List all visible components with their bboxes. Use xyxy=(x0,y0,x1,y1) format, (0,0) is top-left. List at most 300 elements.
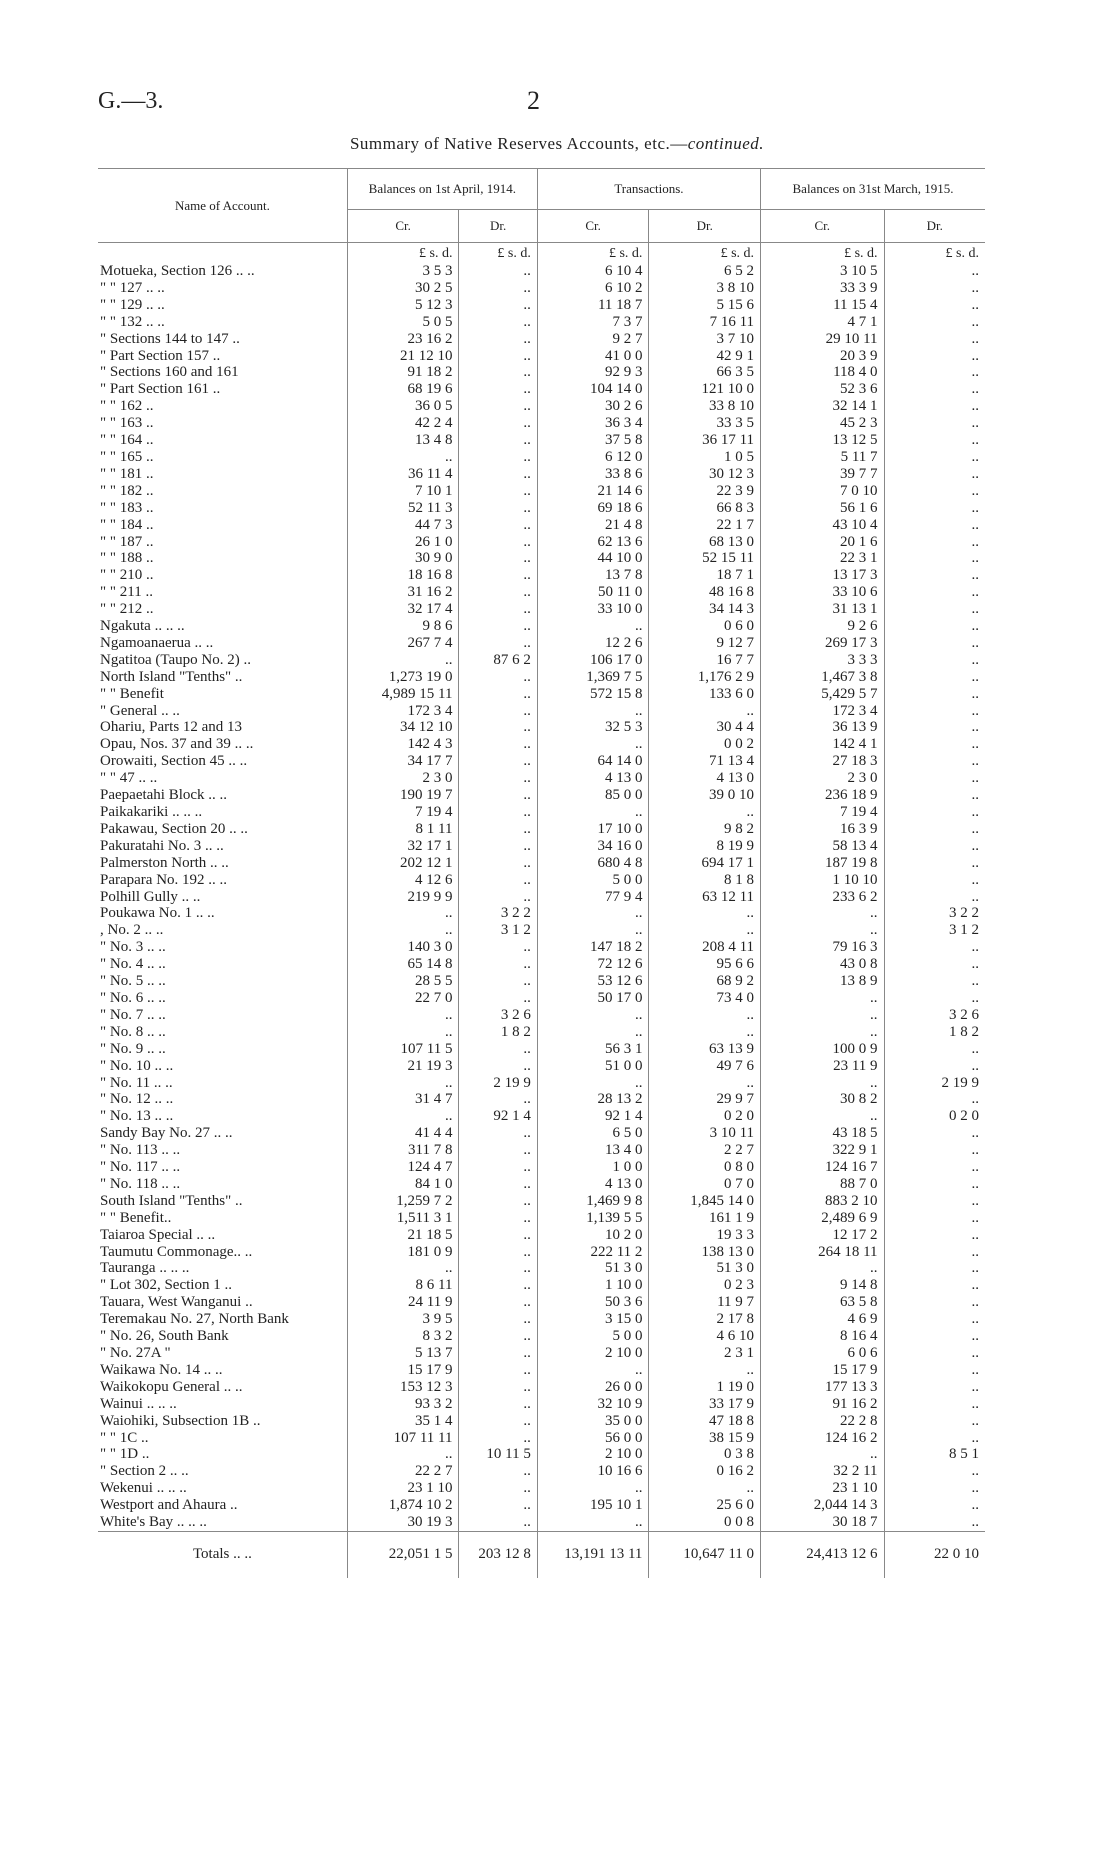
table-row xyxy=(98,1294,985,1311)
cr-balance-1914: 219 9 9 xyxy=(347,889,459,906)
dr-balance-1914: .. xyxy=(459,1379,537,1396)
dr-balance-1914: .. xyxy=(459,364,537,381)
cr-transactions: 32 5 3 xyxy=(537,719,649,736)
cr-balance-1915: 2,044 14 3 xyxy=(761,1497,884,1514)
cr-balance-1914: .. xyxy=(347,449,459,466)
dr-balance-1914: .. xyxy=(459,787,537,804)
dr-balance-1914: .. xyxy=(459,432,537,449)
table-row xyxy=(98,1311,985,1328)
dr-transactions: 0 0 8 xyxy=(649,1514,761,1531)
cr-balance-1915: 91 16 2 xyxy=(761,1396,884,1413)
table-row xyxy=(98,1514,985,1531)
cr-balance-1914: 9 8 6 xyxy=(347,618,459,635)
dr-balance-1914: .. xyxy=(459,415,537,432)
cr-transactions: .. xyxy=(537,922,649,939)
table-row xyxy=(98,280,985,297)
table-row xyxy=(98,922,985,939)
dr-balance-1915: .. xyxy=(971,1378,979,1395)
table-row xyxy=(98,517,985,534)
cr-balance-1915: 33 3 9 xyxy=(761,280,884,297)
cr-transactions: .. xyxy=(537,1075,649,1092)
cr-balance-1915: 2 3 0 xyxy=(761,770,884,787)
cr-transactions: 1 0 0 xyxy=(537,1159,649,1176)
total-dr-transactions: 10,647 11 0 xyxy=(649,1531,761,1578)
dr-balance-1914: 92 1 4 xyxy=(459,1108,537,1125)
cr-balance-1914: 35 1 4 xyxy=(347,1413,459,1430)
account-name: " " 212 .. xyxy=(98,601,347,618)
cr-balance-1914: 3 5 3 xyxy=(347,263,459,280)
dr-transactions: 95 6 6 xyxy=(649,956,761,973)
dr-transactions: 36 17 11 xyxy=(649,432,761,449)
dr-balance-1915: .. xyxy=(971,432,979,449)
account-name: Westport and Ahaura .. xyxy=(98,1497,347,1514)
dr-transactions: 63 12 11 xyxy=(649,889,761,906)
cr-balance-1915: 8 16 4 xyxy=(761,1328,884,1345)
dr-balance-1915: .. xyxy=(971,330,979,347)
dr-balance-1915: .. xyxy=(971,1463,979,1480)
dr-balance-1914: .. xyxy=(459,889,537,906)
cr-balance-1915: 29 10 11 xyxy=(761,331,884,348)
table-row xyxy=(98,1227,985,1244)
dr-transactions: 9 8 2 xyxy=(649,821,761,838)
dr-balance-1914: .. xyxy=(459,1260,537,1277)
table-row xyxy=(98,1362,985,1379)
cr-balance-1915: 39 7 7 xyxy=(761,466,884,483)
cr-balance-1914: 44 7 3 xyxy=(347,517,459,534)
dr-balance-1915: .. xyxy=(971,1209,979,1226)
cr-transactions: 13 4 0 xyxy=(537,1142,649,1159)
table-row xyxy=(98,1244,985,1261)
dr-balance-1915: .. xyxy=(971,1159,979,1176)
dr-balance-1914: .. xyxy=(459,719,537,736)
account-name: Wekenui .. .. .. xyxy=(98,1480,347,1497)
account-name: " General .. .. xyxy=(98,703,347,720)
dr-balance-1915: .. xyxy=(971,1361,979,1378)
dr-transactions: 2 2 7 xyxy=(649,1142,761,1159)
cr-transactions: 50 11 0 xyxy=(537,584,649,601)
cr-balance-1914: 1,273 19 0 xyxy=(347,669,459,686)
dr-balance-1915: .. xyxy=(971,837,979,854)
cr-transactions: 53 12 6 xyxy=(537,973,649,990)
dr-balance-1915: .. xyxy=(971,1175,979,1192)
header-balances-1915: Balances on 31st March, 1915. xyxy=(761,169,985,210)
cr-balance-1914: 190 19 7 xyxy=(347,787,459,804)
table-row xyxy=(98,872,985,889)
table-row xyxy=(98,1041,985,1058)
dr-balance-1914: .. xyxy=(459,618,537,635)
cr-transactions: 6 12 0 xyxy=(537,449,649,466)
table-row xyxy=(98,500,985,517)
dr-balance-1914: .. xyxy=(459,381,537,398)
dr-balance-1914: .. xyxy=(459,1091,537,1108)
table-row xyxy=(98,398,985,415)
cr-transactions: 44 10 0 xyxy=(537,550,649,567)
dr-balance-1914: 2 19 9 xyxy=(459,1075,537,1092)
dr-transactions: 33 17 9 xyxy=(649,1396,761,1413)
account-name: South Island "Tenths" .. xyxy=(98,1193,347,1210)
dr-transactions: 0 0 2 xyxy=(649,736,761,753)
dr-balance-1914: .. xyxy=(459,500,537,517)
dr-balance-1914: .. xyxy=(459,348,537,365)
dr-transactions: 0 2 0 xyxy=(649,1108,761,1125)
money-unit: £ s. d. xyxy=(537,243,649,264)
dr-transactions: 19 3 3 xyxy=(649,1227,761,1244)
dr-transactions: 66 3 5 xyxy=(649,364,761,381)
dr-balance-1915: .. xyxy=(971,516,979,533)
dr-transactions: 0 2 3 xyxy=(649,1277,761,1294)
cr-balance-1914: 140 3 0 xyxy=(347,939,459,956)
dr-balance-1915: 3 2 6 xyxy=(949,1006,979,1023)
dr-balance-1914: .. xyxy=(459,1362,537,1379)
cr-balance-1915: .. xyxy=(761,1024,884,1041)
dr-balance-1914: .. xyxy=(459,314,537,331)
cr-transactions: .. xyxy=(537,1007,649,1024)
dr-balance-1914: .. xyxy=(459,449,537,466)
dr-balance-1914: .. xyxy=(459,263,537,280)
dr-transactions: .. xyxy=(649,703,761,720)
dr-balance-1914: .. xyxy=(459,1480,537,1497)
cr-transactions: 56 0 0 xyxy=(537,1430,649,1447)
account-name: " " 183 .. xyxy=(98,500,347,517)
dr-balance-1915: .. xyxy=(971,956,979,973)
cr-balance-1914: 23 1 10 xyxy=(347,1480,459,1497)
cr-transactions: 85 0 0 xyxy=(537,787,649,804)
cr-balance-1915: 22 2 8 xyxy=(761,1413,884,1430)
account-name: " " 182 .. xyxy=(98,483,347,500)
table-row xyxy=(98,348,985,365)
money-unit: £ s. d. xyxy=(649,243,761,264)
cr-balance-1914: 22 7 0 xyxy=(347,990,459,1007)
table-row xyxy=(98,297,985,314)
cr-transactions: .. xyxy=(537,618,649,635)
cr-transactions: 51 3 0 xyxy=(537,1260,649,1277)
account-name: " No. 11 .. .. xyxy=(98,1075,347,1092)
title-continued: continued. xyxy=(687,134,765,153)
cr-transactions: 5 0 0 xyxy=(537,1328,649,1345)
dr-transactions: 1 0 5 xyxy=(649,449,761,466)
account-name: " No. 13 .. .. xyxy=(98,1108,347,1125)
account-name: Taumutu Commonage.. .. xyxy=(98,1244,347,1261)
account-name: Taiaroa Special .. .. xyxy=(98,1227,347,1244)
cr-balance-1915: 5,429 5 7 xyxy=(761,686,884,703)
money-unit: £ s. d. xyxy=(945,246,979,261)
cr-transactions: 4 13 0 xyxy=(537,770,649,787)
account-name: " " Benefit xyxy=(98,686,347,703)
cr-transactions: 104 14 0 xyxy=(537,381,649,398)
table-row xyxy=(98,1480,985,1497)
cr-balance-1914: 30 2 5 xyxy=(347,280,459,297)
cr-balance-1914: 31 4 7 xyxy=(347,1091,459,1108)
dr-balance-1915: .. xyxy=(971,719,979,736)
cr-balance-1914: 8 1 11 xyxy=(347,821,459,838)
table-row xyxy=(98,956,985,973)
cr-balance-1914: 22 2 7 xyxy=(347,1463,459,1480)
dr-balance-1914: .. xyxy=(459,635,537,652)
dr-balance-1915: .. xyxy=(971,1345,979,1361)
account-name: " " 181 .. xyxy=(98,466,347,483)
account-name: " No. 6 .. .. xyxy=(98,990,347,1007)
document-reference: G.—3. xyxy=(98,88,164,114)
total-dr-balance-1915: 22 0 10 xyxy=(884,1531,985,1578)
cr-balance-1915: 32 2 11 xyxy=(761,1463,884,1480)
dr-balance-1915: 1 8 2 xyxy=(949,1023,979,1040)
cr-balance-1915: .. xyxy=(761,1075,884,1092)
dr-transactions: 22 1 7 xyxy=(649,517,761,534)
dr-balance-1914: .. xyxy=(459,1058,537,1075)
account-name: Orowaiti, Section 45 .. .. xyxy=(98,753,347,770)
table-row xyxy=(98,1210,985,1227)
account-name: " Section 2 .. .. xyxy=(98,1463,347,1480)
account-name: " No. 113 .. .. xyxy=(98,1142,347,1159)
dr-balance-1914: .. xyxy=(459,584,537,601)
table-row xyxy=(98,1497,985,1514)
cr-transactions: 12 2 6 xyxy=(537,635,649,652)
account-name: " " 211 .. xyxy=(98,584,347,601)
account-name: " No. 8 .. .. xyxy=(98,1024,347,1041)
cr-balance-1914: 21 18 5 xyxy=(347,1227,459,1244)
table-row xyxy=(98,1260,985,1277)
cr-balance-1914: .. xyxy=(347,1260,459,1277)
cr-transactions: 7 3 7 xyxy=(537,314,649,331)
cr-transactions: 64 14 0 xyxy=(537,753,649,770)
header-account-name: Name of Account. xyxy=(98,169,347,243)
dr-balance-1915: .. xyxy=(971,533,979,550)
cr-balance-1915: 32 14 1 xyxy=(761,398,884,415)
dr-transactions: 22 3 9 xyxy=(649,483,761,500)
dr-transactions: 1,845 14 0 xyxy=(649,1193,761,1210)
cr-transactions: 5 0 0 xyxy=(537,872,649,889)
cr-balance-1915: 63 5 8 xyxy=(761,1294,884,1311)
cr-balance-1915: 269 17 3 xyxy=(761,635,884,652)
cr-transactions: .. xyxy=(537,1480,649,1497)
dr-transactions: 52 15 11 xyxy=(649,550,761,567)
account-name: Opau, Nos. 37 and 39 .. .. xyxy=(98,736,347,753)
cr-transactions: 92 1 4 xyxy=(537,1108,649,1125)
account-name: " " 163 .. xyxy=(98,415,347,432)
cr-transactions: 62 13 6 xyxy=(537,534,649,551)
cr-transactions: 4 13 0 xyxy=(537,1176,649,1193)
cr-balance-1915: 187 19 8 xyxy=(761,855,884,872)
total-dr-balance-1914: 203 12 8 xyxy=(459,1531,537,1578)
dr-balance-1915: .. xyxy=(971,1091,979,1108)
cr-transactions: 30 2 6 xyxy=(537,398,649,415)
dr-balance-1914: .. xyxy=(459,1430,537,1447)
cr-balance-1914: .. xyxy=(347,652,459,669)
account-name: Ngatitoa (Taupo No. 2) .. xyxy=(98,652,347,669)
dr-transactions: .. xyxy=(649,905,761,922)
dr-balance-1915: 2 19 9 xyxy=(941,1074,979,1091)
account-name: Pakuratahi No. 3 .. .. xyxy=(98,838,347,855)
table-row xyxy=(98,1328,985,1345)
cr-transactions: 56 3 1 xyxy=(537,1041,649,1058)
dr-transactions: 51 3 0 xyxy=(649,1260,761,1277)
account-name: " No. 12 .. .. xyxy=(98,1091,347,1108)
account-name: Sandy Bay No. 27 .. .. xyxy=(98,1125,347,1142)
cr-transactions: 2 10 0 xyxy=(537,1345,649,1362)
table-row xyxy=(98,770,985,787)
total-cr-balance-1914: 22,051 1 5 xyxy=(347,1531,459,1578)
cr-balance-1915: 79 16 3 xyxy=(761,939,884,956)
cr-balance-1915: 27 18 3 xyxy=(761,753,884,770)
cr-balance-1915: 23 11 9 xyxy=(761,1058,884,1075)
cr-balance-1914: 91 18 2 xyxy=(347,364,459,381)
dr-transactions: 2 17 8 xyxy=(649,1311,761,1328)
dr-balance-1915: .. xyxy=(971,1497,979,1514)
cr-balance-1915: 172 3 4 xyxy=(761,703,884,720)
dr-balance-1914: .. xyxy=(459,703,537,720)
cr-balance-1915: .. xyxy=(761,1260,884,1277)
table-row xyxy=(98,601,985,618)
account-name: Tauranga .. .. .. xyxy=(98,1260,347,1277)
cr-balance-1914: 30 9 0 xyxy=(347,550,459,567)
table-row xyxy=(98,1159,985,1176)
table-row xyxy=(98,736,985,753)
account-name: Waikokopu General .. .. xyxy=(98,1379,347,1396)
dr-balance-1914: .. xyxy=(459,855,537,872)
cr-balance-1914: 172 3 4 xyxy=(347,703,459,720)
dr-transactions: 3 10 11 xyxy=(649,1125,761,1142)
table-row xyxy=(98,1396,985,1413)
cr-balance-1914: 1,259 7 2 xyxy=(347,1193,459,1210)
table-row xyxy=(98,855,985,872)
accounts-table-body xyxy=(98,243,985,1578)
cr-balance-1915: 13 12 5 xyxy=(761,432,884,449)
cr-balance-1915: 33 10 6 xyxy=(761,584,884,601)
cr-transactions: .. xyxy=(537,1514,649,1531)
account-name: " Part Section 161 .. xyxy=(98,381,347,398)
dr-transactions: 4 6 10 xyxy=(649,1328,761,1345)
dr-balance-1915: .. xyxy=(971,854,979,871)
account-name: Palmerston North .. .. xyxy=(98,855,347,872)
cr-balance-1914: 3 9 5 xyxy=(347,1311,459,1328)
cr-balance-1914: .. xyxy=(347,1024,459,1041)
cr-transactions: 51 0 0 xyxy=(537,1058,649,1075)
dr-balance-1915: .. xyxy=(971,1125,979,1142)
dr-balance-1914: .. xyxy=(459,1413,537,1430)
total-cr-balance-1915: 24,413 12 6 xyxy=(761,1531,884,1578)
dr-balance-1914: .. xyxy=(459,686,537,703)
dr-balance-1915: .. xyxy=(971,381,979,398)
table-row xyxy=(98,618,985,635)
cr-transactions: .. xyxy=(537,804,649,821)
dr-balance-1914: 1 8 2 xyxy=(459,1024,537,1041)
account-name: Waiohiki, Subsection 1B .. xyxy=(98,1413,347,1430)
cr-balance-1915: 15 17 9 xyxy=(761,1362,884,1379)
dr-balance-1915: .. xyxy=(971,1412,979,1429)
dr-balance-1914: .. xyxy=(459,1396,537,1413)
dr-transactions: 47 18 8 xyxy=(649,1413,761,1430)
account-name: " No. 118 .. .. xyxy=(98,1176,347,1193)
account-name: Paikakariki .. .. .. xyxy=(98,804,347,821)
dr-transactions: 66 8 3 xyxy=(649,500,761,517)
dr-balance-1914: .. xyxy=(459,736,537,753)
cr-balance-1914: 36 0 5 xyxy=(347,398,459,415)
table-row xyxy=(98,331,985,348)
cr-balance-1915: 124 16 7 xyxy=(761,1159,884,1176)
dr-balance-1915: .. xyxy=(971,973,979,990)
money-unit: £ s. d. xyxy=(347,243,459,264)
dr-transactions: 4 13 0 xyxy=(649,770,761,787)
cr-transactions: .. xyxy=(537,905,649,922)
table-row xyxy=(98,753,985,770)
dr-balance-1915: .. xyxy=(971,888,979,905)
cr-balance-1915: 43 10 4 xyxy=(761,517,884,534)
table-row xyxy=(98,1379,985,1396)
cr-balance-1915: 6 0 6 xyxy=(761,1345,884,1362)
cr-balance-1915: 9 14 8 xyxy=(761,1277,884,1294)
account-name: " Part Section 157 .. xyxy=(98,348,347,365)
dr-balance-1914: .. xyxy=(459,1463,537,1480)
dr-balance-1915: .. xyxy=(971,347,979,364)
dr-transactions: 9 12 7 xyxy=(649,635,761,652)
table-row xyxy=(98,314,985,331)
header-cr-1914: Cr. xyxy=(347,210,459,243)
account-name: " " 165 .. xyxy=(98,449,347,466)
cr-balance-1914: 2 3 0 xyxy=(347,770,459,787)
dr-balance-1915: .. xyxy=(971,601,979,618)
cr-balance-1915: 30 8 2 xyxy=(761,1091,884,1108)
dr-transactions: 2 3 1 xyxy=(649,1345,761,1362)
dr-transactions: 49 7 6 xyxy=(649,1058,761,1075)
dr-balance-1915: .. xyxy=(971,618,979,635)
cr-balance-1914: 32 17 4 xyxy=(347,601,459,618)
cr-balance-1914: 36 11 4 xyxy=(347,466,459,483)
dr-balance-1914: .. xyxy=(459,466,537,483)
account-name: " " Benefit.. xyxy=(98,1210,347,1227)
money-unit: £ s. d. xyxy=(459,243,537,264)
cr-balance-1915: .. xyxy=(761,905,884,922)
cr-balance-1914: 202 12 1 xyxy=(347,855,459,872)
cr-transactions: 77 9 4 xyxy=(537,889,649,906)
cr-balance-1914: .. xyxy=(347,1446,459,1463)
dr-transactions: 0 16 2 xyxy=(649,1463,761,1480)
dr-transactions: 0 6 0 xyxy=(649,618,761,635)
cr-balance-1914: .. xyxy=(347,1075,459,1092)
header-balances-1914: Balances on 1st April, 1914. xyxy=(347,169,537,210)
cr-balance-1915: 5 11 7 xyxy=(761,449,884,466)
dr-balance-1915: .. xyxy=(971,465,979,482)
cr-balance-1915: 30 18 7 xyxy=(761,1514,884,1531)
dr-balance-1915: .. xyxy=(971,550,979,567)
account-name: Ohariu, Parts 12 and 13 xyxy=(98,719,347,736)
header-cr-trans: Cr. xyxy=(537,210,649,243)
cr-balance-1915: 7 0 10 xyxy=(761,483,884,500)
account-name: " No. 4 .. .. xyxy=(98,956,347,973)
dr-transactions: 121 10 0 xyxy=(649,381,761,398)
table-row xyxy=(98,1091,985,1108)
cr-balance-1914: 52 11 3 xyxy=(347,500,459,517)
cr-balance-1914: 4 12 6 xyxy=(347,872,459,889)
cr-transactions: 3 15 0 xyxy=(537,1311,649,1328)
cr-balance-1915: 177 13 3 xyxy=(761,1379,884,1396)
dr-transactions: 34 14 3 xyxy=(649,601,761,618)
account-name: " " 188 .. xyxy=(98,550,347,567)
dr-balance-1915: .. xyxy=(971,448,979,465)
cr-transactions: 10 2 0 xyxy=(537,1227,649,1244)
cr-balance-1914: 1,511 3 1 xyxy=(347,1210,459,1227)
account-name: " No. 117 .. .. xyxy=(98,1159,347,1176)
dr-balance-1914: .. xyxy=(459,872,537,889)
dr-balance-1914: .. xyxy=(459,1041,537,1058)
dr-balance-1914: .. xyxy=(459,534,537,551)
dr-transactions: 6 5 2 xyxy=(649,263,761,280)
table-row xyxy=(98,703,985,720)
cr-balance-1914: 4,989 15 11 xyxy=(347,686,459,703)
dr-balance-1915: 3 2 2 xyxy=(949,905,979,922)
cr-balance-1914: 34 17 7 xyxy=(347,753,459,770)
dr-transactions: 1,176 2 9 xyxy=(649,669,761,686)
cr-balance-1914: 41 4 4 xyxy=(347,1125,459,1142)
